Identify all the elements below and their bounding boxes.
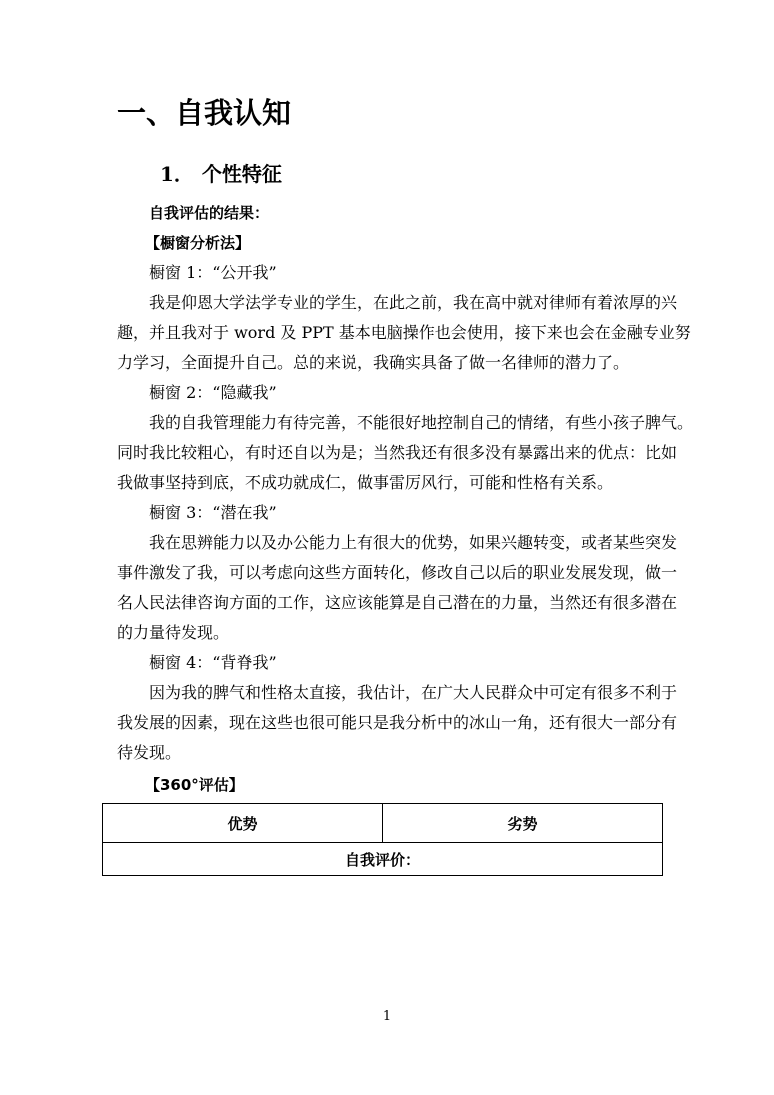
window2-line2: 同时我比较粗心，有时还自以为是；当然我还有很多没有暴露出来的优点：比如	[117, 443, 678, 462]
heading-text: 个性特征	[201, 162, 282, 186]
window1-line2: 趣，并且我对于 word 及 PPT 基本电脑操作也会使用，接下来也会在金融专业努	[117, 323, 691, 342]
table-header-strengths: 优势	[103, 804, 383, 843]
method2-title: 【360°评估】	[145, 776, 244, 794]
window4-title: 橱窗 4：“背脊我”	[149, 653, 277, 672]
window4-line2: 我发展的因素，现在这些也很可能只是我分析中的冰山一角，还有很大一部分有	[117, 713, 678, 732]
method1-title: 【橱窗分析法】	[145, 234, 251, 252]
window4-line3: 待发现。	[117, 743, 182, 762]
table-row	[103, 804, 663, 843]
page-number: 1	[382, 1009, 392, 1024]
table-header-weaknesses: 劣势	[383, 804, 663, 843]
window2-title: 橱窗 2：“隐藏我”	[149, 383, 277, 402]
window1-title: 橱窗 1：“公开我”	[149, 263, 277, 282]
table-self-evaluation: 自我评价：	[103, 843, 663, 876]
window4-line1: 因为我的脾气和性格太直接，我估计，在广大人民群众中可定有很多不利于	[149, 683, 678, 702]
section-label: 自我评估的结果：	[149, 204, 270, 222]
window1-line1: 我是仰恩大学法学专业的学生，在此之前，我在高中就对律师有着浓厚的兴	[149, 293, 678, 312]
evaluation-table	[102, 803, 663, 876]
table-row	[103, 843, 663, 876]
window1-line3: 力学习，全面提升自己。总的来说，我确实具备了做一名律师的潜力了。	[117, 353, 630, 372]
window3-line4: 的力量待发现。	[117, 623, 230, 642]
window3-line2: 事件激发了我，可以考虑向这些方面转化，修改自己以后的职业发展发现，做一	[117, 563, 678, 582]
window3-line1: 我在思辨能力以及办公能力上有很大的优势，如果兴趣转变，或者某些突发	[149, 533, 678, 552]
window3-title: 橱窗 3：“潜在我”	[149, 503, 277, 522]
heading-personality-traits	[160, 158, 282, 190]
window3-line3: 名人民法律咨询方面的工作，这应该能算是自己潜在的力量，当然还有很多潜在	[117, 593, 678, 612]
heading-number: 1．	[160, 162, 194, 186]
heading-self-awareness: 一、自我认知	[117, 96, 292, 130]
window2-line3: 我做事坚持到底，不成功就成仁，做事雷厉风行，可能和性格有关系。	[117, 473, 614, 492]
window2-line1: 我的自我管理能力有待完善，不能很好地控制自己的情绪，有些小孩子脾气。	[149, 413, 694, 432]
